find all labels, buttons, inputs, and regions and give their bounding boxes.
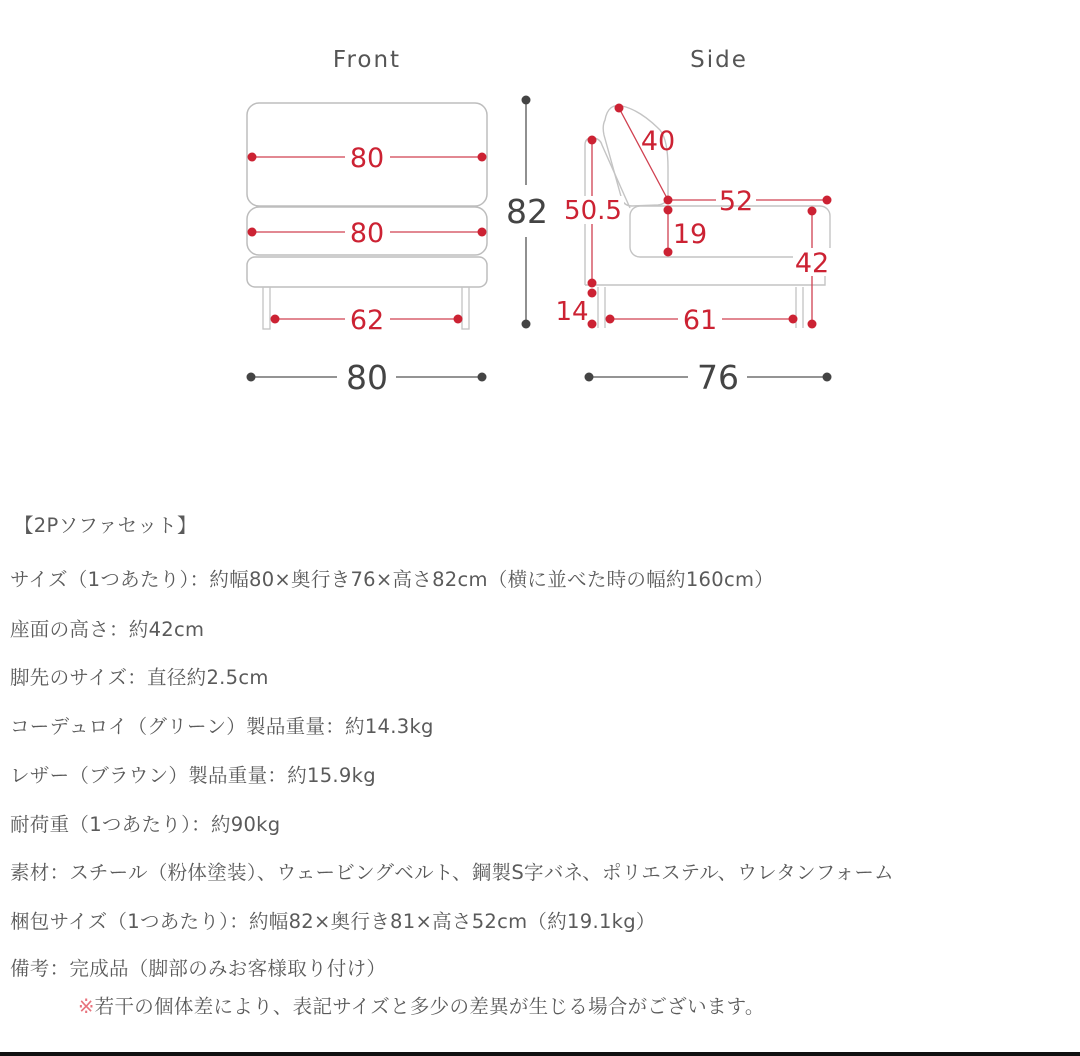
side-view [555,47,833,397]
spec-weight-corduroy: コーデュロイ（グリーン）製品重量：約14.3kg [10,715,434,738]
dimension-diagram [0,0,1080,420]
bottom-divider [0,1052,1080,1056]
spec-remarks: 備考：完成品（脚部のみお客様取り付け） [10,957,387,980]
side-backrest-length-label: 40 [640,126,676,157]
side-leg-span-label: 61 [682,305,718,336]
front-view [247,47,549,397]
spec-materials: 素材：スチール（粉体塗装）、ウェービングベルト、鋼製S字バネ、ポリエステル、ウレタンフォーム [10,861,894,884]
side-seat-height-label: 42 [794,248,830,279]
note-mark: ※ [78,995,95,1018]
spec-weight-leather: レザー（ブラウン）製品重量：約15.9kg [10,764,376,787]
spec-heading: 【2Pソファセット】 [14,514,197,537]
side-back-height-label: 50.5 [564,196,622,226]
side-seat-depth-label: 52 [718,186,754,217]
side-leg-height-label: 14 [555,297,589,327]
overall-width-label: 80 [346,358,388,397]
overall-height-label: 82 [506,192,548,231]
front-title: Front [332,47,402,73]
spec-size: サイズ（1つあたり）：約幅80×奥行き76×高さ82cm（横に並べた時の幅約160cm） [10,568,775,591]
spec-note [78,991,765,1019]
front-leg-span-label: 62 [349,305,385,336]
spec-load-capacity: 耐荷重（1つあたり）：約90kg [10,813,281,836]
front-left-leg [263,287,270,329]
spec-leg-size: 脚先のサイズ：直径約2.5cm [10,666,269,689]
front-base-outline [247,257,487,287]
spec-package-size: 梱包サイズ（1つあたり）：約幅82×奥行き81×高さ52cm（約19.1kg） [10,910,656,933]
front-backrest-width-label: 80 [349,143,385,174]
note-text: 若干の個体差により、表記サイズと多少の差異が生じる場合がございます。 [94,995,765,1018]
front-right-leg [462,287,469,329]
front-seat-width-label: 80 [349,218,385,249]
overall-depth-label: 76 [697,358,739,397]
spec-seat-height: 座面の高さ：約42cm [10,618,205,641]
side-cushion-thickness-label: 19 [672,219,708,250]
side-title: Side [690,47,748,73]
